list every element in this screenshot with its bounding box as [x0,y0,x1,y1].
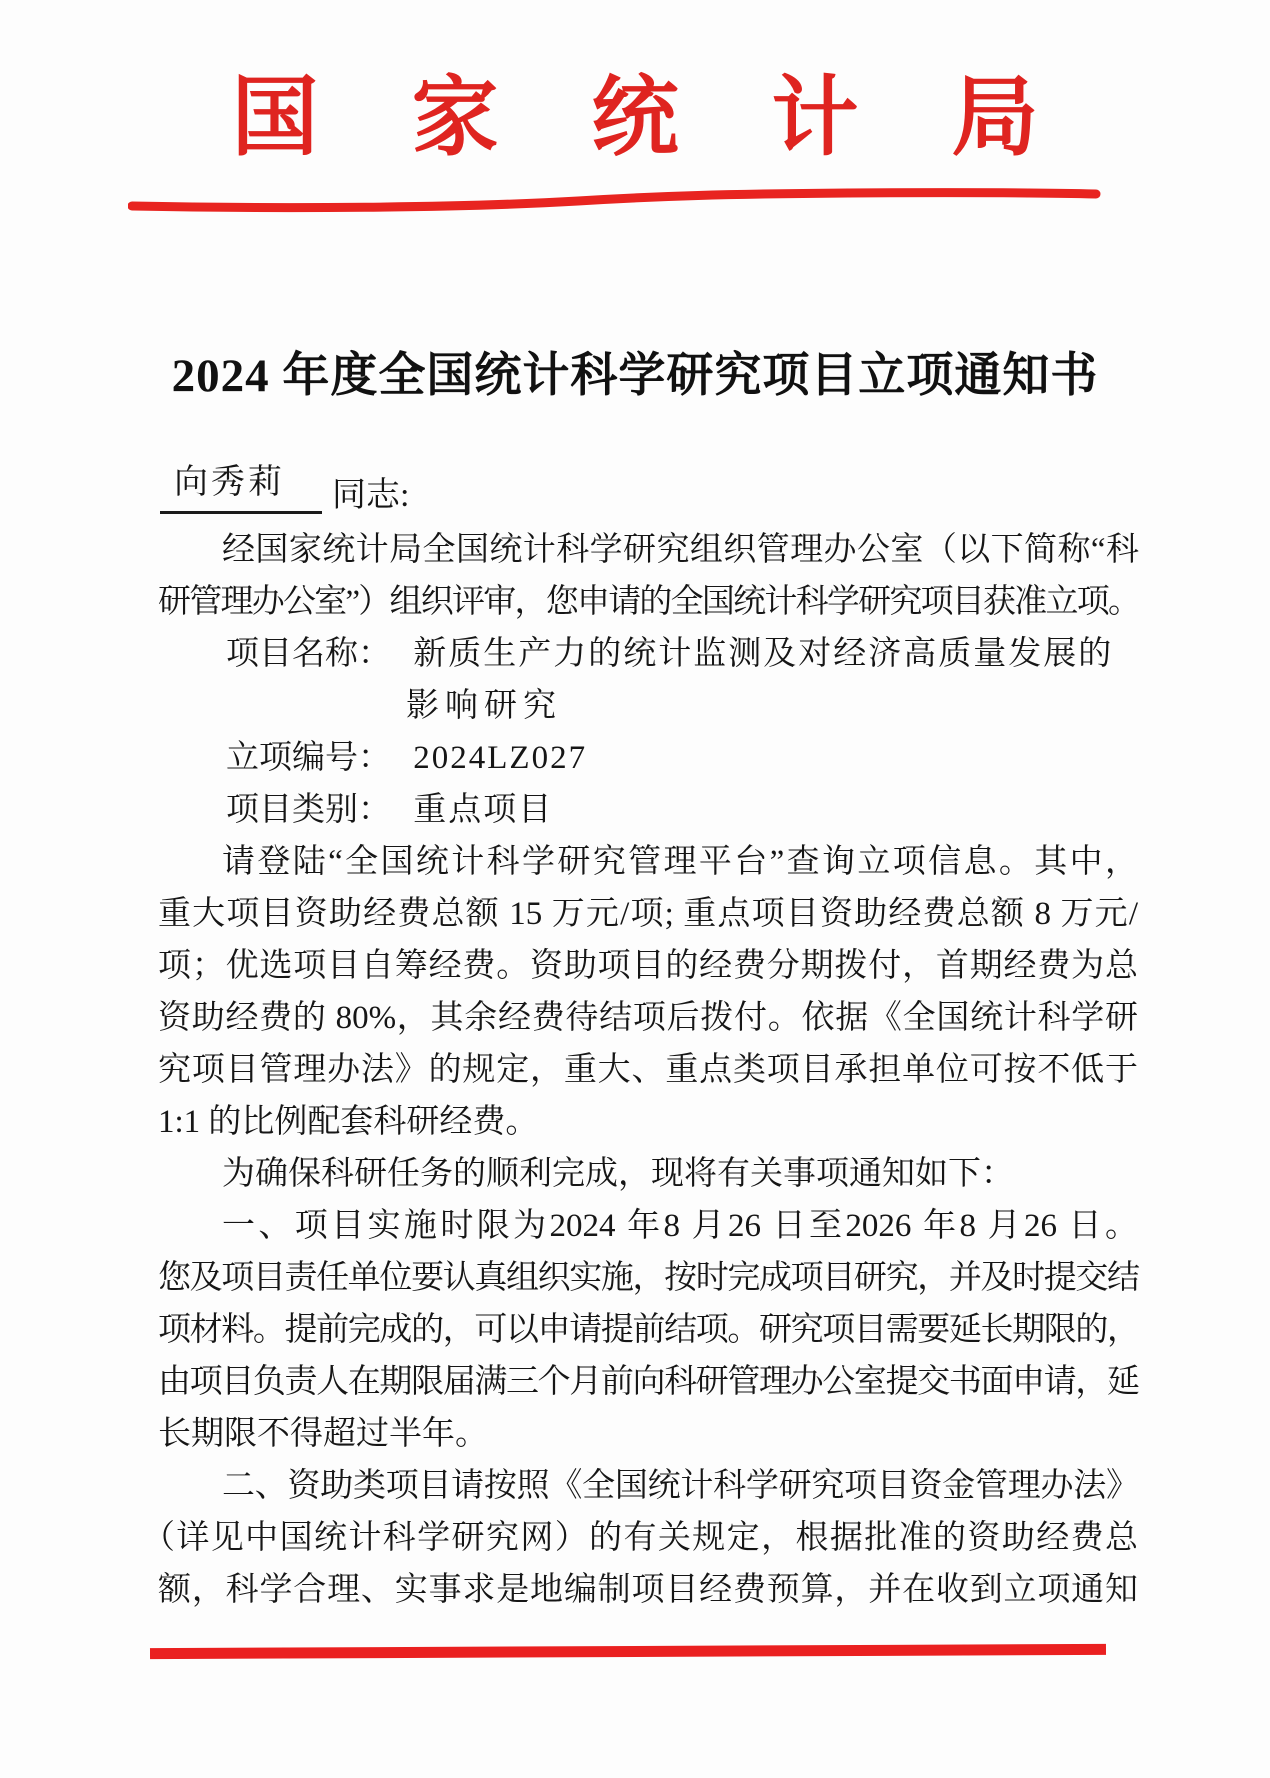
body-line: 由项目负责人在期限届满三个月前向科研管理办公室提交书面申请，延 [158,1364,1138,1400]
body-line: 您及项目责任单位要认真组织实施，按时完成项目研究，并及时提交结 [158,1260,1138,1296]
body-line: 资助经费的 80%，其余经费待结项后拨付。依据《全国统计科学研 [158,1000,1138,1036]
salutation-suffix: 同志: [332,477,410,515]
footer-rule [150,1644,1106,1659]
body-line: 额，科学合理、实事求是地编制项目经费预算，并在收到立项通知 [158,1572,1138,1608]
body-line: 研管理办公室”）组织评审，您申请的全国统计科学研究项目获准立项。 [158,584,1138,620]
project-name-value: 新质生产力的统计监测及对经济高质量发展的 [413,636,1114,672]
salutation [160,456,409,514]
body-line: （详见中国统计科学研究网）的有关规定，根据批准的资助经费总 [142,1520,1138,1556]
project-name-value-wrap: 影响研究 [406,688,562,724]
project-category-label: 项目类别： [226,792,391,828]
body-line: 项；优选项目自筹经费。资助项目的经费分期拨付，首期经费为总 [158,948,1138,984]
body-line: 1:1 的比例配套科研经费。 [158,1104,539,1140]
body-line: 长期限不得超过半年。 [158,1416,488,1452]
body-line: 请登陆“全国统计科学研究管理平台”查询立项信息。其中， [222,844,1138,880]
letterhead-rule-line [128,182,1103,216]
project-category-row [158,784,1138,836]
recipient-name: 向秀莉 [160,466,322,514]
project-name-label: 项目名称： [226,636,391,672]
body-line: 为确保科研任务的顺利完成，现将有关事项通知如下： [222,1156,1014,1192]
body-line: 重大项目资助经费总额 15 万元/项; 重点项目资助经费总额 8 万元/ [158,896,1138,932]
approval-number-label: 立项编号： [226,740,391,776]
document-title: 2024 年度全国统计科学研究项目立项通知书 [171,350,1099,402]
letterhead-rule [128,182,1103,221]
body-line: 项材料。提前完成的，可以申请提前结项。研究项目需要延长期限的， [158,1312,1138,1348]
project-name-row [158,628,1138,680]
document-body [142,524,1138,1616]
body-line: 一、项目实施时限为2024 年8 月26 日至2026 年8 月26 日。 [222,1208,1138,1244]
project-category-value: 重点项目 [413,792,554,828]
approval-number-row [158,732,1138,784]
approval-number-value: 2024LZ027 [413,740,588,776]
body-line: 究项目管理办法》的规定，重大、重点类项目承担单位可按不低于 [158,1052,1138,1088]
agency-name: 国家统计局 [231,69,1132,166]
body-line: 二、资助类项目请按照《全国统计科学研究项目资金管理办法》 [222,1468,1138,1504]
body-line: 经国家统计局全国统计科学研究组织管理办公室（以下简称“科 [222,532,1138,568]
